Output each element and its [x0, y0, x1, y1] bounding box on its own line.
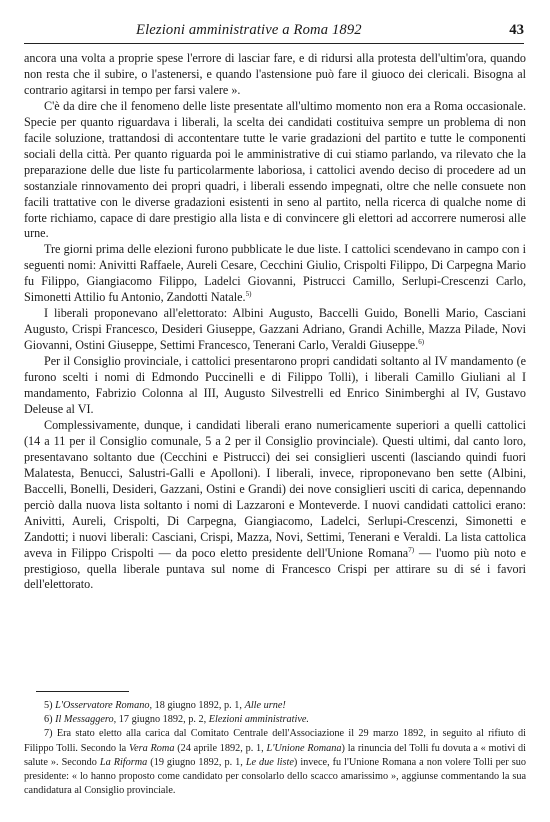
paragraph-comparison [24, 418, 526, 593]
footnotes [24, 699, 526, 798]
paragraph-text-end: — l'uomo più noto e prestigioso, quella liberale puntava sul nome di Francesco Crispi per attirare su di sé i favori dell'elettorato. [24, 545, 526, 592]
footnote-text: 18 giugno 1892, p. 1, [152, 700, 245, 711]
page-number: 43 [509, 22, 524, 38]
running-title: Elezioni amministrative a Roma 1892 [136, 22, 362, 38]
footnote-ref-6: 6) [418, 338, 425, 347]
paragraph-provincial-council: Per il Consiglio provinciale, i cattolici presentarono propri candidati soltanto al IV mandamento (e furono scelti i nomi di Edmondo Puccinelli e di Filippo Tolli), i liberali Camillo Giuliani al I mandamento, Fabrizio Colonna al III, Augusto Silvestrelli ed Enrico Sinimberghi al IV, Gustavo Deleuse al VI. [24, 354, 526, 416]
footnote-ref-7: 7) [408, 545, 415, 554]
footnote-source: La Riforma [99, 756, 148, 768]
paragraph-text: Tre giorni prima delle elezioni furono pubblicate le due liste. I cattolici scendevano in campo con i seguenti nomi: Anivitti Raffaele, Aureli Cesare, Cecchini Giulio, Crispolti Filippo, Di Carpegna Mario fu Filippo, Giangiacomo Filippo, Ladelci Giovanni, Pistrucci Camillo, Serlupi-Crescenzi Carlo, Simonetti Attilio fu Antonio, Zandotti Natale. [24, 242, 526, 305]
footnote-text: (19 giugno 1892, p. 1, [147, 756, 246, 768]
footnote-article-title: Alle urne! [244, 700, 286, 711]
footnote-number: 7) [44, 728, 53, 740]
footnote-source: Il Messaggero, [55, 714, 117, 726]
paragraph-text: I liberali proponevano all'elettorato: Albini Augusto, Baccelli Guido, Bonelli Mario, Casciani Augusto, Crispi Francesco, Desideri Giuseppe, Gazzani Adriano, Grandi Achille, Mazza Pilade, Novi Giovanni, Ostini Giuseppe, Settimi Francesco, Tenerani Carlo, Veraldi Giuseppe. [24, 306, 526, 353]
footnote-text: ) invece, fu l'Unione Romana a non volere Tolli per suo presidente: « lo hanno proposto come candidato per consolarlo dello scacco amarissimo », aggiunse commentando la sua candidatura al Consiglio provinciale. [24, 756, 526, 797]
footnote-article-title: L'Unione Romana [266, 742, 342, 754]
header-rule [24, 43, 524, 44]
footnote-article-title: Elezioni amministrative. [208, 714, 309, 726]
footnote-text: 17 giugno 1892, p. 2, [116, 714, 209, 726]
footnote-ref-5: 5) [245, 290, 252, 299]
paragraph-catholic-list [24, 242, 526, 306]
paragraph-liberal-list [24, 306, 526, 354]
paragraph-text: Complessivamente, dunque, i candidati liberali erano numericamente superiori a quelli cattolici (14 a 11 per il Consiglio comunale, 5 a 2 per il Consiglio provinciale). Questi ultimi, dal canto loro, presentavano soltanto due (Cecchini e Pistrucci) dei sei consiglieri uscenti (lasciando quindi fuori Malatesta, Benucci, Salustri-Galli e Apolloni). I liberali, invece, riproponevano ben sette (Albini, Baccelli, Bonelli, Desideri, Gazzani, Ostini e Grandi) dei nove consiglieri usciti di carica, depennando perciò dalla nuova lista soltanto i nomi di Lazzaroni e Monteverde. I nuovi candidati cattolici erano: Anivitti, Aureli, Crispolti, Di Carpegna, Giangiacomo, Ladelci, Serlupi-Crescenzi, Simonetti e Zandotti; i nuovi liberali: Casciani, Crispi, Mazza, Novi, Settimi, Tenerani e Veraldi. La lista cattolica aveva in Filippo Crispolti — da poco eletto presidente dell'Unione Romana [24, 417, 526, 560]
page-header [24, 22, 524, 42]
footnote-rule [36, 691, 129, 692]
footnote-text: ) la rinuncia del Tolli fu dovuta a « motivi di salute ». Secondo [24, 742, 526, 768]
paragraph-continued: ancora una volta a proprie spese l'errore di lasciar fare, e di ridursi alla protesta dell'ultim'ora, quando non resta che il subire, o l'astenersi, e quando l'astensione può fare il giuoco dei clericali. Bisogna al contrario agitarsi in tempo per farsi valere ». [24, 51, 526, 97]
footnote-6 [24, 713, 526, 727]
paragraph-candidate-lists: C'è da dire che il fenomeno delle liste presentate all'ultimo momento non era a Roma occasionale. Specie per quanto riguardava i liberali, la scelta dei candidati costituiva sempre un problema di non facile soluzione, trattandosi di accontentare tutte le varie gradazioni del partito e tutte le componenti sociali della città. Per quanto riguarda poi le amministrative di cui stiamo parlando, va rilevato che la preparazione delle due liste fu particolarmente laboriosa, i cattolici avendo deciso di procedere ad un sostanziale rinnovamento dei propri quadri, i liberali essendo impegnati, oltre che nelle consuete non facili trattative con le diverse gradazioni esistenti in seno al partito, nella ricerca di qualche nome di forte richiamo, capace di dare prestigio alla lista e di convincere gli elettori ad accorrere numerosi alle urne. [24, 98, 526, 241]
footnote-source: L'Osservatore Romano, [55, 700, 153, 711]
body-text [24, 51, 526, 593]
footnote-7 [24, 727, 526, 798]
footnote-article-title: Le due liste [245, 756, 294, 768]
footnote-number: 6) [44, 714, 53, 726]
footnote-text: Era stato eletto alla carica dal Comitato Centrale dell'Associazione il 29 marzo 1892, in seguito al rifiuto di Filippo Tolli. Secondo la [24, 728, 526, 754]
footnote-source: Vera Roma [128, 742, 175, 754]
footnote-5 [24, 699, 526, 713]
footnote-number: 5) [44, 700, 53, 711]
footnote-text: (24 aprile 1892, p. 1, [174, 742, 267, 754]
